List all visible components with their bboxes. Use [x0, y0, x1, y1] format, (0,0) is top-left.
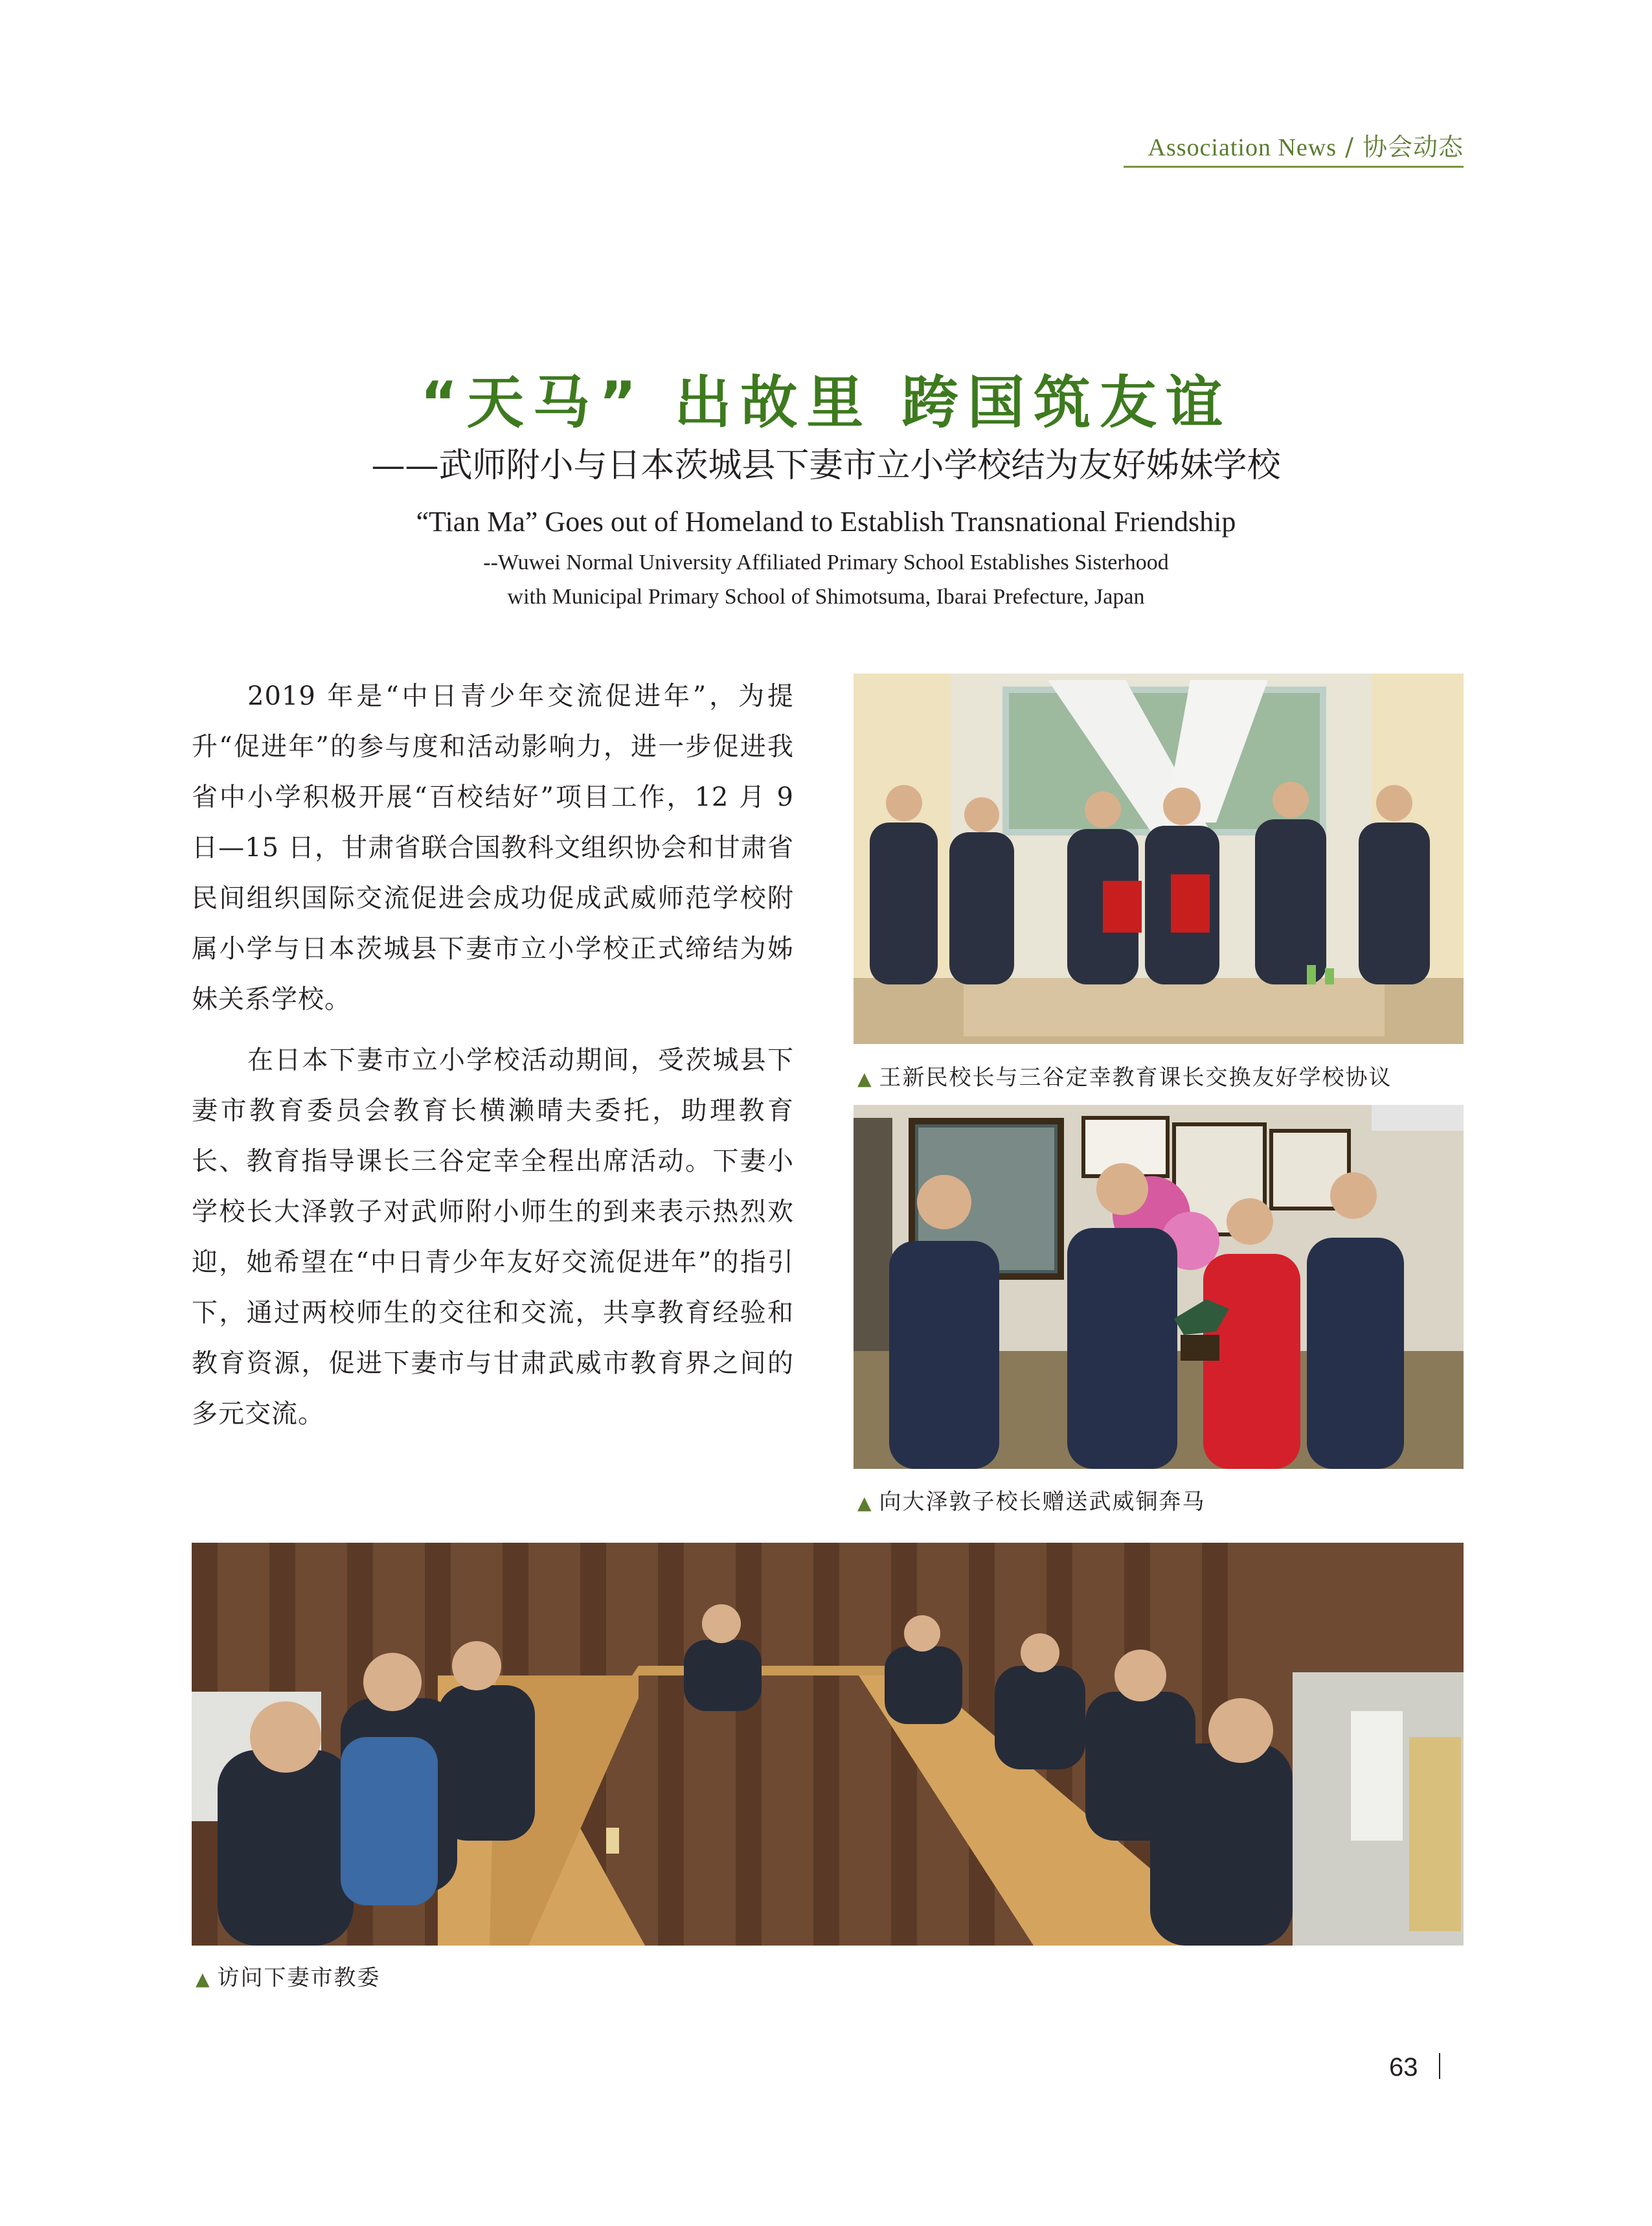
photo-meeting-illustration [192, 1543, 1464, 1946]
photo-gift-presentation [854, 1105, 1464, 1469]
caption-triangle-icon: ▲ [857, 1068, 873, 1089]
header-divider [1124, 166, 1464, 168]
caption-3-text: 访问下妻市教委 [217, 1965, 381, 1991]
article-body [192, 671, 794, 1449]
caption-triangle-icon: ▲ [857, 1492, 873, 1514]
page-number-divider [1439, 2053, 1440, 2079]
section-en: Association News [1148, 134, 1337, 161]
photo-meeting-room [192, 1543, 1464, 1946]
photo-signing-illustration [854, 674, 1464, 1044]
caption-triangle-icon: ▲ [196, 1968, 211, 1990]
article-title-en: “Tian Ma” Goes out of Homeland to Establish Transnational Friendship [416, 506, 1236, 538]
page-number: 63 [1389, 2053, 1418, 2082]
section-label [1148, 133, 1464, 161]
article-subtitle-cn: ——武师附小与日本茨城县下妻市立小学校结为友好姊妹学校 [371, 446, 1281, 485]
photo-caption-1 [857, 1060, 1392, 1091]
running-header [1124, 127, 1464, 163]
article-subtitle-en [0, 545, 1652, 614]
section-separator: / [1337, 133, 1363, 161]
body-paragraph-1: 2019 年是“中日青少年交流促进年”，为提升“促进年”的参与度和活动影响力，进一步促进我省中小学积极开展“百校结好”项目工作，12 月 9 日—15 日，甘肃省联合国教科文组织协会和甘肃省民间组织国际交流促进会成功促成武威师范学校附属小学与日本茨城县下妻市立小学校正式缔结为姊妹关系学校。 [192, 681, 794, 1014]
caption-2-text: 向大泽敦子校长赠送武威铜奔马 [879, 1489, 1206, 1515]
body-paragraph-2: 在日本下妻市立小学校活动期间，受茨城县下妻市教育委员会教育长横濑晴夫委托，助理教育长、教育指导课长三谷定幸全程出席活动。下妻小学校长大泽敦子对武师附小师生的到来表示热烈欢迎，她希望在“中日青少年友好交流促进年”的指引下，通过两校师生的交往和交流，共享教育经验和教育资源，促进下妻市与甘肃武威市教育界之间的多元交流。 [192, 1045, 794, 1429]
photo-signing-ceremony [854, 674, 1464, 1044]
photo-caption-2 [857, 1484, 1206, 1516]
photo-gift-illustration [854, 1105, 1464, 1469]
photo-caption-3 [196, 1960, 381, 1992]
subtitle-en-line-2: with Municipal Primary School of Shimotsuma, Ibarai Prefecture, Japan [507, 585, 1145, 609]
caption-1-text: 王新民校长与三谷定幸教育课长交换友好学校协议 [879, 1065, 1392, 1091]
section-cn: 协会动态 [1362, 133, 1464, 161]
subtitle-en-line-1: --Wuwei Normal University Affiliated Primary School Establishes Sisterhood [483, 551, 1169, 574]
article-title-cn: “天马” 出故里 跨国筑友谊 [420, 369, 1232, 436]
